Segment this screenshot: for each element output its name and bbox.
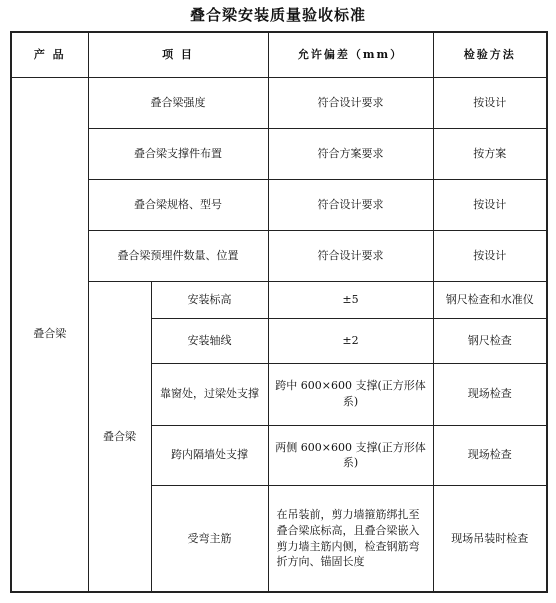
- method-cell: 按设计: [433, 180, 547, 231]
- method-cell: 按设计: [433, 231, 547, 282]
- acceptance-table: [10, 31, 548, 593]
- method-cell: 按方案: [433, 128, 547, 179]
- item-cell: 受弯主筋: [151, 486, 268, 592]
- tolerance-cell: 符合设计要求: [268, 180, 433, 231]
- tolerance-cell: 在吊装前，剪力墙箍筋绑扎至叠合梁底标高，且叠合梁嵌入剪力墙主筋内侧，检查钢筋弯折方向、锚固长度: [268, 486, 433, 592]
- tolerance-cell: 符合方案要求: [268, 128, 433, 179]
- sub-group-cell: 叠合梁: [88, 282, 151, 592]
- tolerance-cell: 符合设计要求: [268, 231, 433, 282]
- header-item: 项 目: [88, 32, 268, 77]
- tolerance-cell: ±2: [268, 319, 433, 363]
- method-cell: 现场吊装时检查: [433, 486, 547, 592]
- table-row: [11, 282, 547, 319]
- item-cell: 安装轴线: [151, 319, 268, 363]
- method-cell: 按设计: [433, 77, 547, 128]
- tolerance-cell: 符合设计要求: [268, 77, 433, 128]
- header-row: [11, 32, 547, 77]
- method-cell: 现场检查: [433, 363, 547, 425]
- item-cell: 叠合梁强度: [88, 77, 268, 128]
- item-cell: 靠窗处，过梁处支撑: [151, 363, 268, 425]
- tolerance-cell: 跨中 600×600 支撑(正方形体系): [268, 363, 433, 425]
- header-product: 产 品: [11, 32, 88, 77]
- product-cell: 叠合梁: [11, 77, 88, 592]
- method-cell: 现场检查: [433, 425, 547, 485]
- table-row: [11, 231, 547, 282]
- table-row: [11, 77, 547, 128]
- tolerance-cell: 两侧 600×600 支撑(正方形体系): [268, 425, 433, 485]
- tolerance-cell: ±5: [268, 282, 433, 319]
- item-cell: 叠合梁规格、型号: [88, 180, 268, 231]
- table-row: [11, 180, 547, 231]
- header-tolerance: 允许偏差（mm）: [268, 32, 433, 77]
- header-method: 检验方法: [433, 32, 547, 77]
- table-row: [11, 128, 547, 179]
- item-cell: 安装标高: [151, 282, 268, 319]
- item-cell: 跨内隔墙处支撑: [151, 425, 268, 485]
- page-title: 叠合梁安装质量验收标准: [189, 6, 366, 24]
- method-cell: 钢尺检查: [433, 319, 547, 363]
- item-cell: 叠合梁预埋件数量、位置: [88, 231, 268, 282]
- method-cell: 钢尺检查和水准仪: [433, 282, 547, 319]
- item-cell: 叠合梁支撑件布置: [88, 128, 268, 179]
